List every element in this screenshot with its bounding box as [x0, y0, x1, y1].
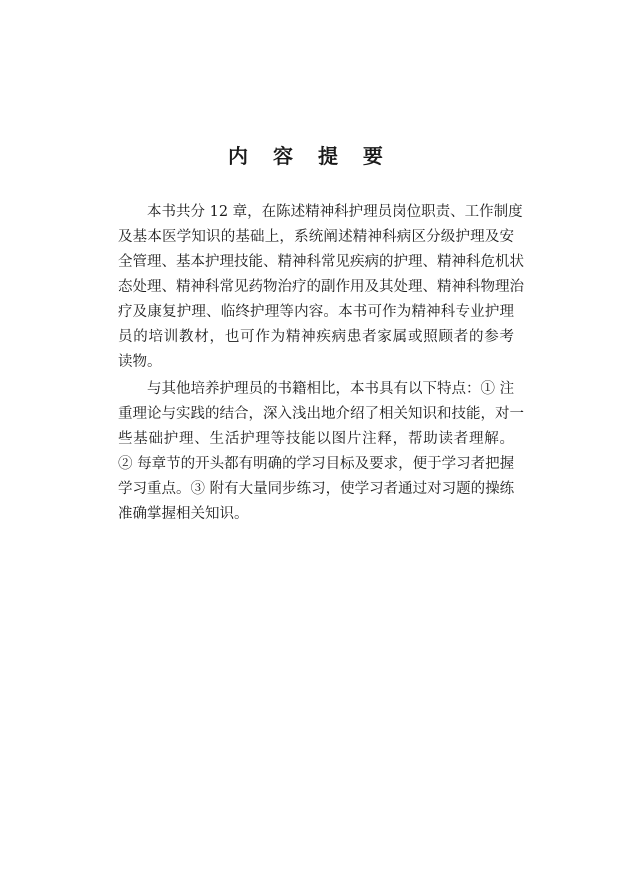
text-line: 重理论与实践的结合，深入浅出地介绍了相关知识和技能，对一	[118, 406, 524, 422]
text-line: 及基本医学知识的基础上，系统阐述精神科病区分级护理及安	[118, 229, 514, 245]
text-line: 准确掌握相关知识。	[118, 506, 249, 522]
text-line: 读物。	[118, 354, 162, 370]
text-line: 学习重点。③ 附有大量同步练习，使学习者通过对习题的操练	[118, 481, 515, 497]
paragraph-1	[118, 200, 524, 375]
text-line: 态处理、精神科常见药物治疗的副作用及其处理、精神科物理治	[118, 279, 524, 295]
text-line: 与其他培养护理员的书籍相比，本书具有以下特点：① 注	[147, 381, 515, 397]
text-line: 疗及康复护理、临终护理等内容。本书可作为精神科专业护理	[118, 304, 514, 320]
text-line: 些基础护理、生活护理等技能以图片注释，帮助读者理解。	[118, 431, 514, 447]
paragraph-2	[118, 377, 524, 527]
text-line: 本书共分 12 章，在陈述精神科护理员岗位职责、工作制度	[147, 204, 523, 220]
summary-body	[118, 200, 524, 527]
text-line: ② 每章节的开头都有明确的学习目标及要求，便于学习者把握	[118, 456, 515, 472]
text-line: 员的培训教材，也可作为精神疾病患者家属或照顾者的参考	[118, 329, 514, 345]
text-line: 全管理、基本护理技能、精神科常见疾病的护理、精神科危机状	[118, 254, 524, 270]
page-title: 内 容 提 要	[228, 144, 392, 168]
